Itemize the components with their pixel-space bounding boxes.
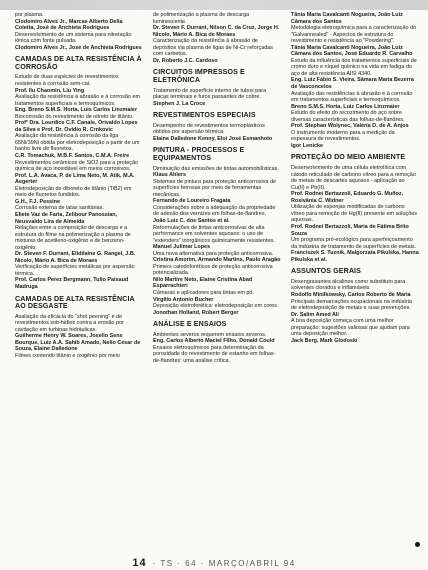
column-3	[291, 12, 419, 344]
entry-title: Revestimentos cerâmicos de SiO2 para a proteção química de aço inoxidável em meios corrosivos.	[15, 159, 139, 173]
page-footer	[0, 556, 428, 570]
entry-authors: Virgílio Antonio Bucher	[153, 296, 214, 303]
entry-title: Corrosão externa de latas sanitárias.	[15, 205, 104, 212]
entry-title: Desenvolvimento de uma célula eletrolítica com cátodo reticulado de carbono vítreo para a remoção de metais de descartes aquosos - aplicação ao Cu(II) e Pb(II).	[291, 165, 416, 191]
entry-authors: Stephen J. La Croce	[153, 100, 206, 107]
end-mark	[415, 542, 420, 547]
entry-title: por plasma.	[15, 12, 44, 18]
entry-title: Desempenho de revestimentos termoplásticos obtidos por aspersão térmica.	[153, 122, 265, 136]
entry-title: Verificação de superfícies metálicas por aspersão térmica.	[15, 264, 135, 277]
entry-authors: Eng. Luiz Fábio S. Vieira, Sâmara Maria Bezerra de Vasconcelos	[291, 77, 414, 91]
entry-title: Estudo do efeito do recozimento do aço sobre diversas características das folhas-de-flandres.	[291, 110, 405, 123]
entry-authors: Cristina Amorim, Armando Martins, Paulo Aragão	[153, 257, 281, 264]
entry-title: Câmaras e aplicadores para tintas em pó.	[153, 290, 254, 297]
section-heading: CAMADAS DE ALTA RESISTÊNCIA AO DESGASTE	[15, 294, 135, 311]
section-heading: CAMADAS DE ALTA RESISTÊNCIA À CORROSÃO	[15, 55, 142, 71]
entry-authors: Manuel Julimar Lopes	[153, 244, 211, 251]
top-band	[0, 0, 428, 10]
entry-title: A boa deposição começa com uma melhor preparação: sugestões valiosas que ajudam para uma deposição melhor.	[291, 318, 410, 338]
section-heading: PROTEÇÃO DO MEIO AMBIENTE	[291, 153, 406, 162]
entry-authors: Dr. Roberto J.C. Cardoso	[153, 57, 218, 64]
entry-title: Relações entre a composição de descarga e a estrutura do filme na polimerização a plasma de misturas de acetileno-oxigênio e de benzeno-oxigênio.	[15, 225, 131, 251]
entry-authors: Fernando de Loureiro Fragata	[153, 198, 231, 205]
page-number: 14	[132, 557, 147, 569]
entry-title: Uma nova alternativa para proteção anticorrosiva.	[153, 250, 274, 257]
entry-title: Estudo da influência dos tratamentos superficiais de cromo duro e níquel químico na vida em fadiga do aço de alta resistência AISI 4340.	[291, 57, 417, 77]
section-heading: ANÁLISE E ENSAIOS	[153, 320, 227, 329]
entry-authors: Prof. L.A. Avaca, P. de Lima Neto, M. Atik, M.A. Aegerter	[15, 172, 135, 186]
entry-title: Ambientes severos requerem ensaios severos.	[153, 331, 267, 338]
entry-title: Utilização de esponjas modificadas de carbono vítreo para remoção de Hg(II) presente em soluções aquosas.	[291, 204, 418, 224]
entry-title: Metodologia eletroquímica para a caracterização do "Galvannealed" - Aspectos de estrutura do revestimento e resistência ao "Powdering".	[291, 25, 417, 45]
section-heading: ASSUNTOS GERAIS	[291, 267, 361, 276]
entry-authors: Prof. Carlos Perez Bergmann, Tulio Paixaud Madruga	[15, 277, 129, 290]
entry-authors: G.H., F.J. Pessine	[15, 198, 61, 205]
entry-title: Tratamento de superfície interno de tubos para placas terminais e furos passantes de cobre.	[153, 87, 267, 101]
entry-authors: Dr. Salim Amed Ali	[291, 311, 339, 318]
entry-authors: Rodolfo Minilkowsky, Carlos Roberto de Maria	[291, 291, 411, 298]
entry-title: Um programa pró-ecológico para aperfeiçoamento da indústria de tratamento de superfícies de metais.	[291, 237, 417, 250]
section-heading: CIRCUITOS IMPRESSOS E ELETRÔNICA	[153, 68, 245, 84]
entry-authors: C.R. Tomachuk, M.B.F. Santos, C.M.A. Freire	[15, 153, 130, 160]
entry-title: Primers catodoforéticos de proteção anticorrosiva potencializada.	[153, 263, 273, 277]
entry-title: de polimerização a plasma de descarga luminescente.	[153, 12, 250, 25]
entry-authors: Franciszek S. Tuznik, Malgorzata Pikulska, Hanna Pikulska et al.	[291, 250, 419, 263]
issue-info: · TS · 64 · MARÇO/ABRIL 94	[152, 558, 296, 568]
entry-authors: Igor Lenicke	[291, 142, 324, 149]
entry-authors: Jack Berg, Mark Glodoski	[291, 337, 358, 344]
entry-title: Caracterização da resistência à abrasão de depósitos via plasma de ligas de Ni-Cr reforçadas com carbetos.	[153, 38, 273, 58]
entry-title: Avaliação da resistência à corrosão da liga 65Ni/39Ni obtida por eletrodeposição a partir de um banho livre de fluoretos.	[15, 133, 140, 153]
entry-authors: João Luiz C. dos Santos et al.	[153, 218, 230, 224]
entry-title: Avaliação da resistência à abrasão e à corrosão em tratamentos superficiais e termoquímicos.	[15, 94, 141, 107]
column-2	[153, 12, 281, 365]
entry-authors: Prof. Rodnei Bertazzoli, Maria de Fátima Brito Souza	[291, 224, 409, 237]
entry-authors: Dr. Steven F. Durrant, Elidilaine G. Rangel, J.B. Nicolo, Mário A. Bica de Moraes	[15, 251, 136, 264]
entry-title: O instrumento moderno para a medição da espessura de revestimentos.	[291, 129, 395, 143]
entry-title: Diminuição das emissões de tintas automobilísticas.	[153, 165, 279, 172]
section-heading: REVESTIMENTOS ESPECIAIS	[153, 111, 256, 120]
section-heading: PINTURA - PROCESSOS E EQUIPAMENTOS	[153, 146, 245, 163]
entry-title: Eletrodeposição de diboreto de titânio (TiB2) em meio de fluoretos fundidos.	[15, 185, 132, 199]
entry-authors: Elaine Dalledone Kenny, Eloi José Esmanhoto	[153, 135, 273, 142]
entry-title: Desenvolvimento de um sistema para nitretação iônica com fonte pulsada.	[15, 31, 132, 45]
entry-authors: Guilherme Henry W. Soares, Joselio Sens Bourque, Luiz A.A. Sahib Amado, Nelio César de Souza, Elaine Dalledone	[15, 333, 141, 353]
entry-authors: Prof. Rodnei Bertazzoli, Eduardo G. Muñoz, Rosivânia C. Widner	[291, 191, 404, 204]
column-1	[15, 12, 143, 360]
entry-authors: Eng. Carlos Alberto Maciel Filho, Donald Could	[153, 338, 275, 345]
entry-authors: Profª Dra. Lourdice C.F. Canale, Orivaldo Lopes da Silva e Prof. Dr. Ovídio R. Crnkovic	[15, 120, 138, 133]
entry-title: Avaliação das resistências à abrasão e à corrosão em tratamentos superficiais e termoquímicos.	[291, 90, 413, 104]
entry-title: Desengraxantes alcalinos como substituto para solventes clorados e inflamáveis.	[291, 278, 406, 292]
entry-title: Considerações sobre a adequação da propriedade de adesão dos vernizes em folhas-de-flandres.	[153, 204, 276, 218]
entry-authors: Nilo Martire Neto, Elaine Cristina Abad Esparrachieri	[153, 276, 253, 290]
entry-authors: Dr. Steven F. Durrant, Nilson C. da Cruz, Jorge H. Nicolo, Mário A. Bica de Moraes	[153, 25, 280, 38]
entry-title: Reformulações de tintas anticorrosivas de alta performance em solventes aquosos: o uso de "extenders" inorgânicos quimicamente resistentes.	[153, 224, 275, 244]
entry-authors: Clodomiro Alves Jr., José de Anchieta Rodrigues	[15, 44, 142, 51]
entry-authors: Eliete Vaz de Faria, Zelibour Panossian, Neusvaldo Lira de Almeida	[15, 211, 118, 225]
entry-authors: Breno S.M.S. Horta, Luiz Carlos Linzmaier	[291, 103, 400, 110]
entry-title: Ensaios eletroquímicos para determinação da porosidade do revestimento de estanho em folhas-de-flandres: uma análise crítica.	[153, 344, 276, 364]
entry-authors: Jonothan Holland, Robert Berger	[153, 309, 239, 316]
entry-authors: Prof. Ilu Chaomin, Liu Ying	[15, 87, 85, 94]
entry-title: Deposição eletroforética: eletrodeposição em cores	[153, 303, 277, 310]
entry-title: Avaliação da eficácia do "shot peening" e de revestimentos sob-hidlos contra a erosão por cavitação em turbinas hidráulicas.	[15, 313, 124, 333]
entry-title: Biocorrosão do revestimento de nitreto de titânio.	[15, 113, 134, 120]
entry-authors: Prof. Stephan Wolynec, Valéria D. de A. Anjos	[291, 123, 409, 130]
entry-title: Sistemas de pintura para proteção anticorrosiva de superfícies ferrosas por meio de ferramentas mecânicas.	[153, 178, 277, 198]
entry-authors: Tânia Maria Cavalcanti Nogueira, João Luiz Câmara dos Santos, José Eduardo R. Carvalho	[291, 44, 413, 58]
entry-authors: Klaus Ahlers	[153, 172, 187, 179]
entry-authors: Clodomiro Alves Jr., Marcas Alberto Della Coletta, José de Anchieta Rodrigues	[15, 18, 123, 32]
entry-title: Estudo de duas espécies de revestimentos resistentes à corrosão sem-cal.	[15, 74, 119, 88]
entry-authors: Eng. Breno S.M.S. Horta, Luis Carlos Linzmaier	[15, 107, 138, 114]
entry-title: Filmes contendo titânio e oxigênio por meio	[15, 352, 120, 359]
entry-authors: Tânia Maria Cavalcanti Nogueira, João Luiz Câmara dos Santos	[291, 12, 403, 25]
entry-title: Princípais demarcações ocupacionais na indústria de eletrodeposição de metais e suas prevenções.	[291, 298, 412, 312]
